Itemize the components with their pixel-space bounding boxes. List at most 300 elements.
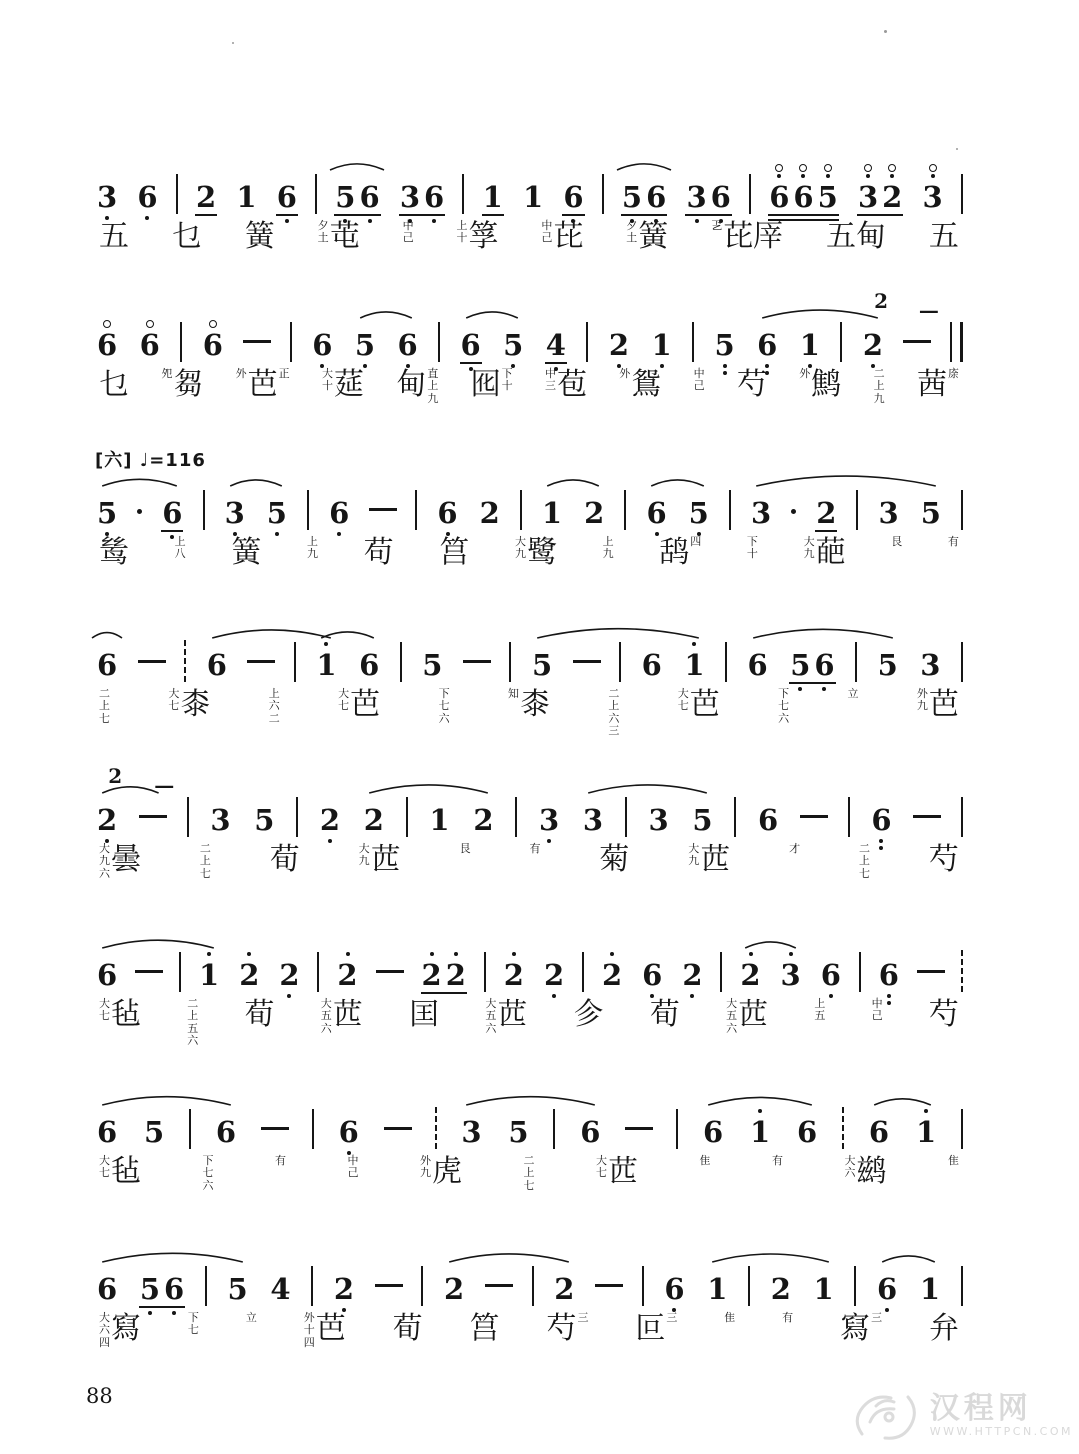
slur <box>547 480 599 486</box>
jianpu-row <box>95 488 963 528</box>
octave-dot-above <box>454 952 458 956</box>
annotation-char: 乤 <box>711 219 723 232</box>
barline <box>294 642 296 682</box>
barline <box>553 1109 555 1149</box>
note-digit: 6 <box>97 1115 118 1149</box>
note-token <box>542 958 566 992</box>
tablature-cell <box>275 1153 286 1167</box>
note-token <box>701 1115 725 1149</box>
note-token <box>521 180 545 214</box>
slur <box>102 1253 243 1262</box>
tablature-annotation <box>321 996 332 1035</box>
note-token <box>877 496 901 530</box>
barline <box>624 490 626 530</box>
note-token <box>769 1272 793 1306</box>
tablature-annotation <box>168 686 179 713</box>
tablature-glyph: 筥 <box>439 535 470 570</box>
jianpu-row <box>95 950 963 990</box>
annotation-char: 中 <box>541 219 553 232</box>
annotation-char: 二 <box>187 997 199 1010</box>
dash-rest <box>625 1127 653 1147</box>
music-system-1 <box>95 126 963 276</box>
annotation-char: 十 <box>303 1323 315 1337</box>
annotation-char: 大 <box>803 535 815 548</box>
annotation-char: 大 <box>726 997 738 1010</box>
note-token <box>201 328 225 362</box>
dash-rest <box>595 1284 623 1304</box>
tablature-glyph: 曇 <box>111 842 141 877</box>
metronome-value: ♩=116 <box>139 450 206 471</box>
tablature-cell <box>470 1310 500 1344</box>
note-token <box>600 958 624 992</box>
tablature-row <box>99 686 959 737</box>
tablature-cell <box>168 686 210 720</box>
note-digit: 5 <box>788 651 812 680</box>
tablature-glyph: 荀 <box>244 997 275 1032</box>
tablature-glyph: 囮 <box>470 367 501 402</box>
tablature-annotation <box>439 686 450 725</box>
note-token <box>684 180 732 214</box>
annotation-char: 七 <box>438 699 450 713</box>
note-digit: 6 <box>95 331 119 360</box>
note-digit: 1 <box>197 961 221 990</box>
slur-arcs <box>95 1061 963 1107</box>
beam-line <box>768 214 839 216</box>
note-token <box>237 958 261 992</box>
tablature-cell <box>700 1153 711 1167</box>
annotation-char: 九 <box>803 547 815 561</box>
beam-line <box>161 530 183 532</box>
note-digit: 6 <box>580 1115 601 1149</box>
tablature-glyph: 芭 <box>928 687 959 722</box>
music-system-7 <box>95 1061 963 1211</box>
tablature-glyph: 芍 <box>736 367 767 402</box>
annotation-char: 七 <box>338 699 350 713</box>
barline <box>415 490 417 530</box>
note-token <box>649 328 673 362</box>
tablature-annotation <box>690 534 701 548</box>
dash-rest <box>138 660 166 680</box>
octave-dot-above <box>207 952 211 956</box>
tablature-cell <box>396 366 438 405</box>
jianpu-row <box>95 640 963 680</box>
tablature-cell <box>348 1153 359 1180</box>
note-digit: 6 <box>97 1272 118 1306</box>
note-token <box>680 958 704 992</box>
dash-rest <box>243 340 271 360</box>
slur <box>466 1097 595 1105</box>
annotation-char: 三 <box>666 1311 678 1324</box>
note-token <box>544 328 568 362</box>
tablature-annotation <box>814 996 825 1023</box>
annotation-char: 二 <box>268 711 280 725</box>
slur <box>537 629 699 638</box>
note-digit: 6 <box>875 1275 899 1304</box>
annotation-char: 三 <box>577 1311 589 1324</box>
augmentation-dot <box>791 509 796 514</box>
annotation-char: 上 <box>456 219 468 232</box>
dash-rest <box>485 1284 513 1304</box>
octave-dot-above <box>924 1109 928 1113</box>
note-digit: 6 <box>812 651 836 680</box>
annotation-char: 下 <box>187 1311 199 1324</box>
tablature-glyph: 芻 <box>173 367 204 402</box>
tablature-cell <box>545 366 587 400</box>
tablature-glyph: 桼 <box>519 687 550 722</box>
annotation-char: 夕 <box>626 219 638 232</box>
tablature-cell <box>724 1310 735 1324</box>
watermark-site-name: 汉程网 <box>929 1391 1032 1426</box>
tablature-annotation <box>304 1310 315 1349</box>
note-token <box>481 180 505 214</box>
note-digit: 6 <box>138 331 162 360</box>
note-digit: 2 <box>607 331 631 360</box>
tablature-glyph: 鴛 <box>631 367 662 402</box>
tablature-annotation <box>608 686 619 737</box>
barline <box>290 322 292 362</box>
annotation-char: 七 <box>523 1178 535 1192</box>
annotation-char: 六 <box>726 1021 738 1035</box>
tablature-cell <box>270 841 300 875</box>
note-token <box>332 1272 356 1306</box>
tablature-glyph: 苟 <box>363 535 394 570</box>
tablature-annotation <box>845 1153 856 1180</box>
tablature-annotation <box>279 366 290 380</box>
watermark-text <box>930 1392 1073 1438</box>
annotation-char: 七 <box>168 699 180 713</box>
barline <box>179 952 181 992</box>
grace-note: 2 <box>108 764 123 788</box>
annotation-char: 六 <box>844 1166 856 1180</box>
note-token <box>398 180 446 214</box>
tablature-cell <box>917 686 959 720</box>
note-digit: 2 <box>479 496 500 530</box>
annotation-char: 上 <box>608 699 620 713</box>
annotation-char: 大 <box>99 997 110 1010</box>
barline <box>203 490 205 530</box>
tablature-cell <box>456 218 498 252</box>
tablature-cell <box>200 841 211 880</box>
tablature-annotation <box>460 841 471 855</box>
tablature-glyph: 苉 <box>497 997 528 1032</box>
dash-rest <box>247 660 275 680</box>
note-digit: 1 <box>914 1118 938 1147</box>
tablature-cell <box>269 686 280 725</box>
tablature-glyph: 五甸 <box>826 219 887 254</box>
tablature-glyph: 莚 <box>333 367 364 402</box>
tablature-cell <box>460 841 471 855</box>
barline <box>189 1109 191 1149</box>
note-digit: 3 <box>461 1115 482 1149</box>
note-token <box>921 180 945 214</box>
beam-line <box>276 214 298 216</box>
tablature-annotation <box>577 1310 588 1324</box>
beam-line <box>621 214 667 216</box>
tablature-cell <box>929 996 959 1030</box>
tablature-cell <box>245 996 275 1030</box>
octave-dot-above <box>247 952 251 956</box>
page-number: 88 <box>86 1384 113 1408</box>
tablature-annotation <box>891 534 902 548</box>
tablature-glyph: 鸹 <box>659 535 690 570</box>
tablature-row <box>99 1310 959 1349</box>
note-token <box>788 648 836 682</box>
annotation-char: 己 <box>871 1009 883 1023</box>
tablature-annotation <box>596 1153 607 1180</box>
tablature-cell <box>439 534 469 568</box>
note-digit: 2 <box>195 180 217 214</box>
duration-dash <box>595 1284 623 1287</box>
annotation-char: 外 <box>420 1154 431 1167</box>
note-digit: 2 <box>318 806 342 835</box>
tablature-cell <box>99 1310 141 1349</box>
tablature-annotation <box>529 841 540 855</box>
annotation-char: 大 <box>99 1311 110 1324</box>
note-token <box>682 648 706 682</box>
tablature-annotation <box>246 1310 257 1324</box>
tablature-annotation <box>789 841 800 855</box>
note-token <box>755 328 779 362</box>
tablature-cell <box>726 996 768 1035</box>
annotation-char: 大 <box>99 842 110 855</box>
tablature-annotation <box>747 534 758 561</box>
tablature-cell <box>318 218 360 252</box>
tablature-cell <box>848 686 859 700</box>
note-token <box>640 648 664 682</box>
dash-rest <box>384 1127 412 1147</box>
tablature-cell <box>321 996 363 1035</box>
tablature-cell <box>471 366 513 400</box>
annotation-char: 九 <box>514 547 526 561</box>
tablature-cell <box>711 218 783 252</box>
note-digit: 1 <box>813 1272 834 1306</box>
note-token <box>690 803 714 837</box>
annotation-char: 上 <box>859 854 871 868</box>
annotation-char: 六 <box>99 1323 110 1337</box>
tablature-glyph: 芭 <box>689 687 720 722</box>
note-digit: 6 <box>337 1118 361 1147</box>
note-digit: 6 <box>662 1275 686 1304</box>
annotation-char: 直 <box>427 367 439 380</box>
note-token <box>607 328 631 362</box>
tablature-cell <box>650 996 680 1030</box>
final-barline <box>950 322 963 362</box>
note-digit: 4 <box>270 1272 291 1306</box>
note-token <box>314 648 338 682</box>
dashed-barline <box>961 950 963 992</box>
tablature-glyph: 毡 <box>111 1154 141 1189</box>
note-token <box>214 1115 238 1149</box>
note-digit: 6 <box>357 183 381 212</box>
tablature-annotation <box>541 218 552 245</box>
note-digit: 2 <box>237 961 261 990</box>
annotation-char: 大 <box>168 687 180 700</box>
note-token <box>353 328 377 362</box>
scan-speck <box>232 42 234 44</box>
tablature-glyph: 苉 <box>700 842 731 877</box>
annotation-char: 七 <box>99 1166 110 1180</box>
annotation-char: 下 <box>202 1154 214 1167</box>
note-digit: 2 <box>861 331 885 360</box>
tablature-glyph: 芍 <box>928 842 959 877</box>
grace-note: — <box>154 773 175 797</box>
tablature-annotation <box>666 1310 677 1324</box>
annotation-char: 二 <box>523 1154 535 1167</box>
note-token <box>798 328 822 362</box>
annotation-char: 二 <box>99 687 110 700</box>
note-digit: 6 <box>644 499 668 528</box>
barline <box>961 174 963 214</box>
note-digit: 1 <box>541 496 563 530</box>
note-digit: 6 <box>162 1275 186 1304</box>
note-token <box>357 648 381 682</box>
annotation-char: 己 <box>693 379 705 393</box>
tablature-annotation <box>872 996 883 1023</box>
annotation-char: 九 <box>688 854 700 868</box>
note-digit: 5 <box>501 331 525 360</box>
octave-dot-above <box>430 952 434 956</box>
tablature-annotation <box>804 534 815 561</box>
note-digit: 2 <box>770 1272 791 1306</box>
annotation-char: 外 <box>916 687 928 700</box>
note-token <box>819 958 843 992</box>
tablature-glyph: 甸 <box>396 367 427 402</box>
tablature-glyph: 毡 <box>111 997 141 1032</box>
note-digit: 6 <box>797 1115 818 1149</box>
annotation-char: 隹 <box>699 1154 711 1167</box>
tablature-glyph: 芭 <box>350 687 381 722</box>
tablature-glyph: 苞 <box>556 367 587 402</box>
barline <box>619 642 621 682</box>
note-token <box>640 958 664 992</box>
tablature-cell <box>409 996 439 1030</box>
tablature-glyph: 芭 <box>247 367 278 402</box>
note-digit: 3 <box>878 496 899 530</box>
note-digit: 6 <box>160 499 184 528</box>
note-token <box>856 180 904 214</box>
note-digit: 3 <box>920 648 941 682</box>
tablature-cell <box>799 366 841 400</box>
note-token <box>420 648 444 682</box>
note-digit: 5 <box>333 183 357 212</box>
barline <box>748 1266 750 1306</box>
annotation-char: 六 <box>202 1178 214 1192</box>
note-token <box>327 496 351 530</box>
tablature-cell <box>659 534 701 568</box>
music-system-8 <box>95 1218 963 1368</box>
annotation-char: 有 <box>275 1154 286 1167</box>
note-token <box>310 328 334 362</box>
note-token <box>814 496 838 530</box>
note-digit: 6 <box>561 183 585 212</box>
note-token <box>502 958 526 992</box>
jianpu-row <box>95 764 963 837</box>
beam-line <box>334 214 380 216</box>
note-token <box>95 1115 119 1149</box>
annotation-char: 上 <box>427 379 439 393</box>
note-token <box>919 496 943 530</box>
barline <box>848 797 850 837</box>
barline <box>854 1266 856 1306</box>
annotation-char: 六 <box>438 711 450 725</box>
annotation-char: 有 <box>529 842 541 855</box>
slur <box>330 164 384 170</box>
tablature-cell <box>635 1310 677 1344</box>
annotation-char: 七 <box>99 711 110 725</box>
note-digit: 6 <box>641 648 662 682</box>
dash-rest <box>800 815 828 835</box>
tablature-annotation <box>456 218 467 245</box>
annotation-char: 七 <box>859 866 871 880</box>
tablature-annotation <box>99 686 110 725</box>
barline <box>642 1266 644 1306</box>
note-digit: 5 <box>95 499 119 528</box>
slur <box>449 1254 569 1262</box>
tablature-annotation <box>700 1153 711 1167</box>
beam-line <box>857 214 903 216</box>
tablature-cell <box>603 534 614 561</box>
dash-rest <box>573 660 601 680</box>
annotation-char: 三 <box>544 379 556 393</box>
note-token <box>223 496 247 530</box>
tablature-glyph: 芭 <box>315 1311 346 1346</box>
duration-dash <box>138 660 166 663</box>
tablature-annotation <box>874 366 885 405</box>
note-token <box>442 1272 466 1306</box>
tablature-annotation <box>359 841 370 868</box>
barline <box>625 797 627 837</box>
tablature-glyph: 寫 <box>840 1311 871 1346</box>
annotation-char: 中 <box>544 367 556 380</box>
duration-dash <box>261 1127 289 1130</box>
annotation-char: 六 <box>608 711 620 725</box>
note-digit: 1 <box>429 803 450 837</box>
tablature-cell <box>599 841 629 875</box>
note-digit: 6 <box>644 183 668 212</box>
annotation-char: 上 <box>602 535 614 548</box>
tablature-annotation <box>99 1153 110 1180</box>
slur <box>212 630 331 638</box>
slur <box>92 633 122 638</box>
music-system-2 <box>95 274 963 424</box>
tablature-glyph: 芘 <box>553 219 584 254</box>
slur <box>708 1097 812 1105</box>
tablature-glyph: 囯 <box>409 997 440 1032</box>
tablature-cell <box>688 841 730 875</box>
tablature-cell <box>737 366 767 400</box>
note-digit: 6 <box>702 1115 724 1149</box>
barline <box>462 174 464 214</box>
slur-arcs <box>95 126 963 172</box>
annotation-char: 七 <box>677 699 689 713</box>
note-token <box>362 803 386 837</box>
beam-line <box>482 214 504 216</box>
barline <box>859 952 861 992</box>
note-digit: 2 <box>584 496 605 530</box>
slur <box>882 1256 935 1262</box>
tablature-annotation <box>508 686 519 700</box>
note-token <box>705 1272 729 1306</box>
annotation-char: 下 <box>501 367 513 380</box>
barline <box>317 952 319 992</box>
annotation-char: 庩 <box>947 367 959 380</box>
note-digit: 2 <box>444 961 468 990</box>
note-digit: 6 <box>791 183 815 212</box>
tablature-glyph: 筟 <box>468 219 499 254</box>
tablature-glyph: 芍 <box>928 997 959 1032</box>
tablature-glyph: 簧 <box>244 219 275 254</box>
note-digit: 1 <box>682 651 706 680</box>
